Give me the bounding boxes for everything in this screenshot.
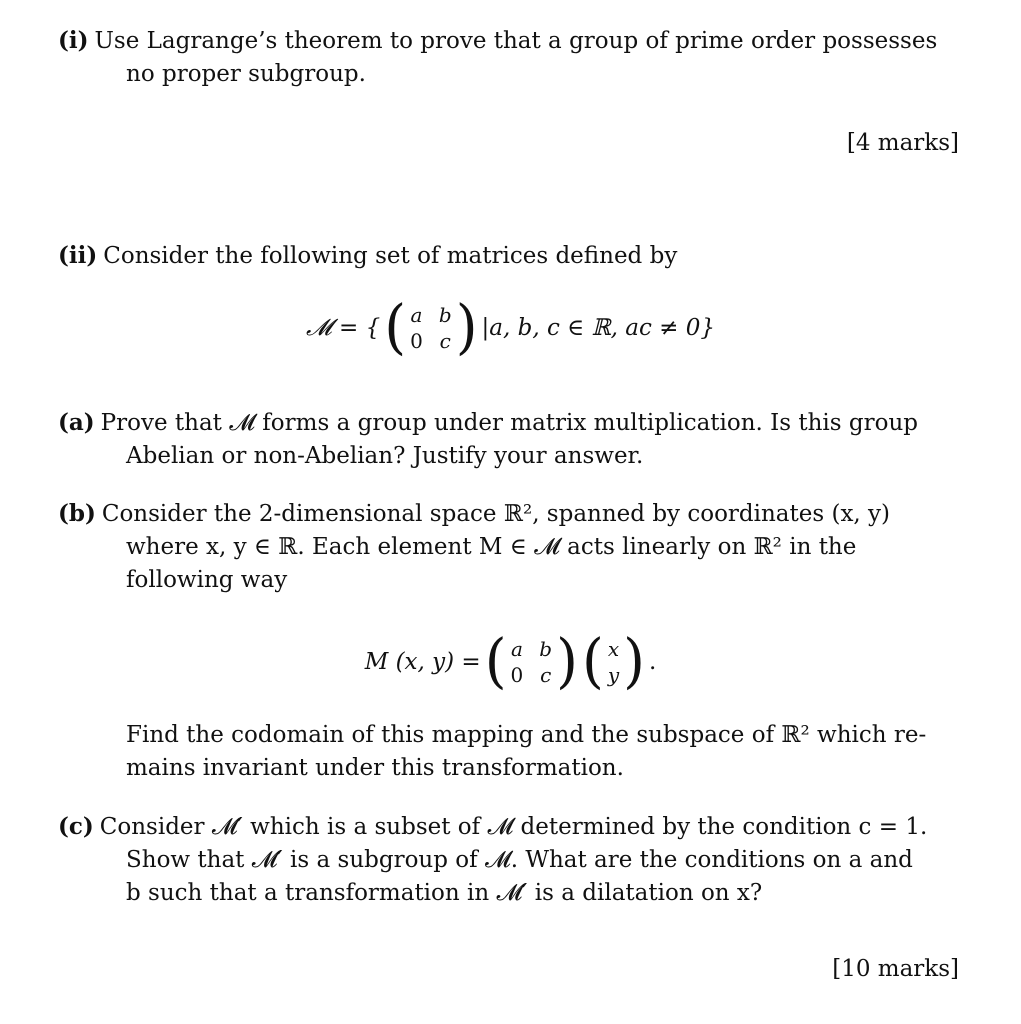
right-paren: ) (623, 627, 645, 696)
question-c-text-3: b such that a transformation in 𝓜′ is a dilatation on x? (126, 880, 763, 906)
question-b-label: (b) (58, 500, 96, 527)
marks-label-1: [4 marks] (846, 130, 959, 156)
left-paren: ( (384, 293, 407, 362)
question-ii-label: (ii) (58, 242, 98, 269)
question-i-label: (i) (58, 27, 89, 54)
question-a-label: (a) (58, 409, 95, 436)
eq1-rhs: |a, b, c ∈ ℝ, ac ≠ 0} (481, 314, 715, 341)
matrix-entry: a (410, 303, 423, 327)
question-ii-text: Consider the following set of matrices defined by (103, 243, 678, 269)
question-b-text-3: following way (126, 567, 288, 593)
eq2-lhs: M (x, y) = (364, 648, 481, 675)
matrix-abc (384, 293, 478, 362)
matrix-entry: a (510, 637, 523, 661)
matrix-entry: b (438, 303, 452, 327)
right-paren: ) (556, 627, 578, 696)
vector-entry: x (607, 637, 620, 661)
vector-xy (581, 627, 645, 696)
question-c-label: (c) (58, 813, 94, 840)
left-paren: ( (484, 627, 507, 696)
mapping-equation (0, 627, 1021, 696)
question-i-text-1: Use Lagrange’s theorem to prove that a group of prime order possesses (94, 28, 938, 54)
matrix-abc (484, 627, 578, 696)
matrix-entry: c (540, 663, 552, 687)
question-a-text-1: Prove that 𝓜 forms a group under matrix multiplication. Is this group (100, 410, 918, 436)
matrix-entry: c (439, 329, 451, 353)
right-paren: ) (455, 293, 478, 362)
matrix-entry: b (539, 637, 553, 661)
question-b-text-1: Consider the 2-dimensional space ℝ², spanned by coordinates (x, y) (101, 501, 891, 527)
eq2-end: . (648, 648, 657, 675)
question-ii (58, 239, 963, 273)
question-a (58, 406, 963, 473)
eq1-lhs: 𝓜 = { (305, 314, 381, 341)
question-i (58, 24, 963, 91)
question-c-text-1: Consider 𝓜′ which is a subset of 𝓜 determined by the condition c = 1. (99, 814, 928, 840)
vector-entry: y (607, 663, 620, 687)
left-paren: ( (581, 627, 604, 696)
question-a-text-2: Abelian or non-Abelian? Justify your answer. (126, 443, 644, 469)
set-definition-equation (0, 293, 1021, 362)
question-c-text-2: Show that 𝓜′ is a subgroup of 𝓜. What are the conditions on a and (126, 847, 913, 873)
matrix-entry: 0 (410, 329, 423, 353)
question-b-text-2: where x, y ∈ ℝ. Each element M ∈ 𝓜 acts linearly on ℝ² in the (126, 534, 857, 560)
question-b-continued (58, 719, 963, 785)
question-c (58, 810, 963, 910)
matrix-entry: 0 (510, 663, 524, 687)
question-b-text-5: mains invariant under this transformation. (126, 755, 624, 781)
question-b (58, 497, 963, 597)
marks-label-2: [10 marks] (832, 956, 959, 982)
question-b-text-4: Find the codomain of this mapping and the subspace of ℝ² which re- (126, 722, 927, 748)
question-i-text-2: no proper subgroup. (126, 61, 366, 87)
